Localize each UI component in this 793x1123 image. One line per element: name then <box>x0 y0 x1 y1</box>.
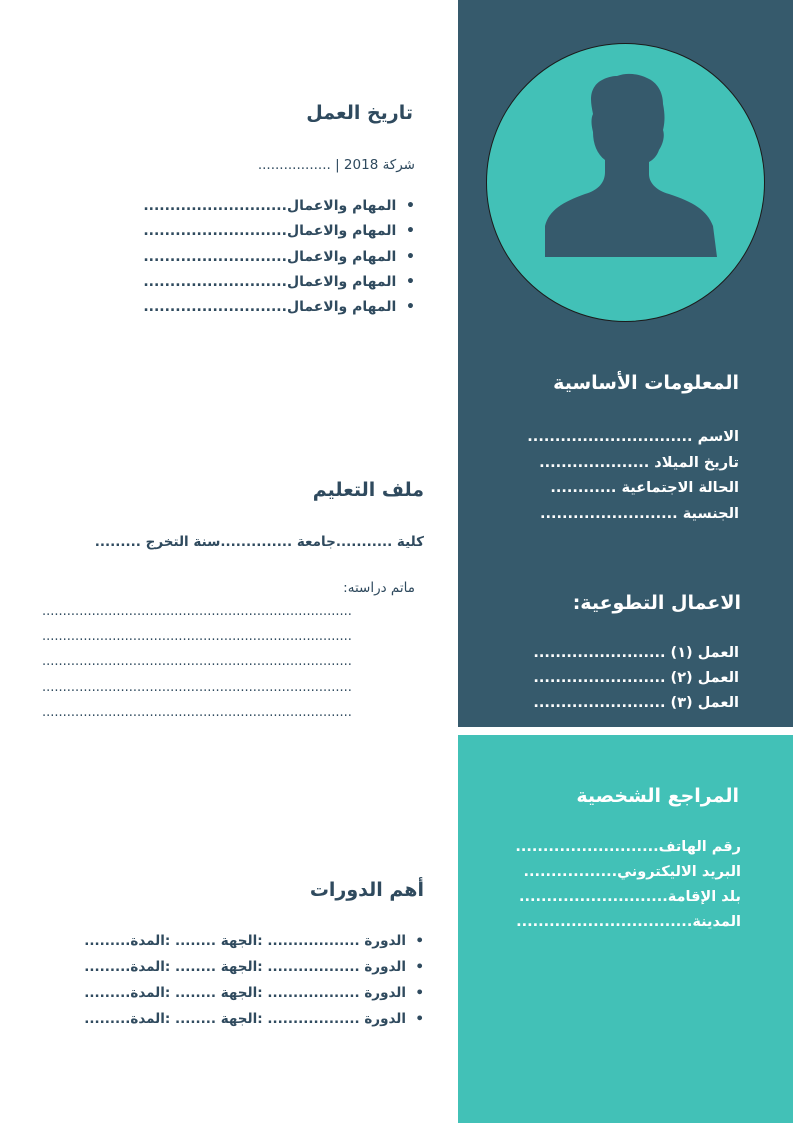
education-line: ........................................................................... <box>42 705 352 720</box>
work-heading: تاريخ العمل <box>306 102 413 124</box>
reference-phone: رقم الهاتف.......................... <box>515 839 741 855</box>
avatar <box>486 43 765 322</box>
education-heading: ملف التعليم <box>312 479 424 501</box>
person-silhouette-icon <box>487 44 765 322</box>
course-item: • الدورة .................. :الجهة ........ :المدة......... <box>84 959 424 975</box>
education-line: ........................................................................... <box>42 629 352 644</box>
basic-info-nationality: الجنسية ......................... <box>539 506 739 522</box>
basic-info-birthdate: تاريخ الميلاد .................... <box>539 455 739 471</box>
education-summary: كلية ...........جامعة ..............سنة التخرج ......... <box>94 534 424 550</box>
volunteer-item: العمل (٣) ........................ <box>533 695 739 711</box>
references-heading: المراجع الشخصية <box>576 785 739 807</box>
basic-info-marital: الحالة الاجتماعية ............ <box>550 480 739 496</box>
work-task: • المهام والاعمال........................... <box>143 223 415 239</box>
volunteer-heading: الاعمال التطوعية: <box>572 592 741 614</box>
course-item: • الدورة .................. :الجهة ........ :المدة......... <box>84 1011 424 1027</box>
courses-heading: أهم الدورات <box>309 879 424 901</box>
course-item: • الدورة .................. :الجهة ........ :المدة......... <box>84 985 424 1001</box>
education-studied-label: ماتم دراسته: <box>343 580 415 596</box>
volunteer-item: العمل (١) ........................ <box>533 645 739 661</box>
reference-country: بلد الإقامة........................... <box>519 889 741 905</box>
education-line: ........................................................................... <box>42 680 352 695</box>
work-company: شركة 2018 | ................. <box>257 157 415 173</box>
reference-email: البريد الاليكتروني................. <box>523 864 741 880</box>
basic-info-name: الاسم .............................. <box>527 429 739 445</box>
work-task: • المهام والاعمال........................... <box>143 274 415 290</box>
volunteer-item: العمل (٢) ........................ <box>533 670 739 686</box>
work-task: • المهام والاعمال........................... <box>143 299 415 315</box>
education-line: ........................................................................... <box>42 654 352 669</box>
reference-city: المدينة................................ <box>516 914 741 930</box>
work-task: • المهام والاعمال........................... <box>143 198 415 214</box>
education-line: ........................................................................... <box>42 604 352 619</box>
course-item: • الدورة .................. :الجهة ........ :المدة......... <box>84 933 424 949</box>
basic-info-heading: المعلومات الأساسية <box>553 372 739 394</box>
work-task: • المهام والاعمال........................... <box>143 249 415 265</box>
